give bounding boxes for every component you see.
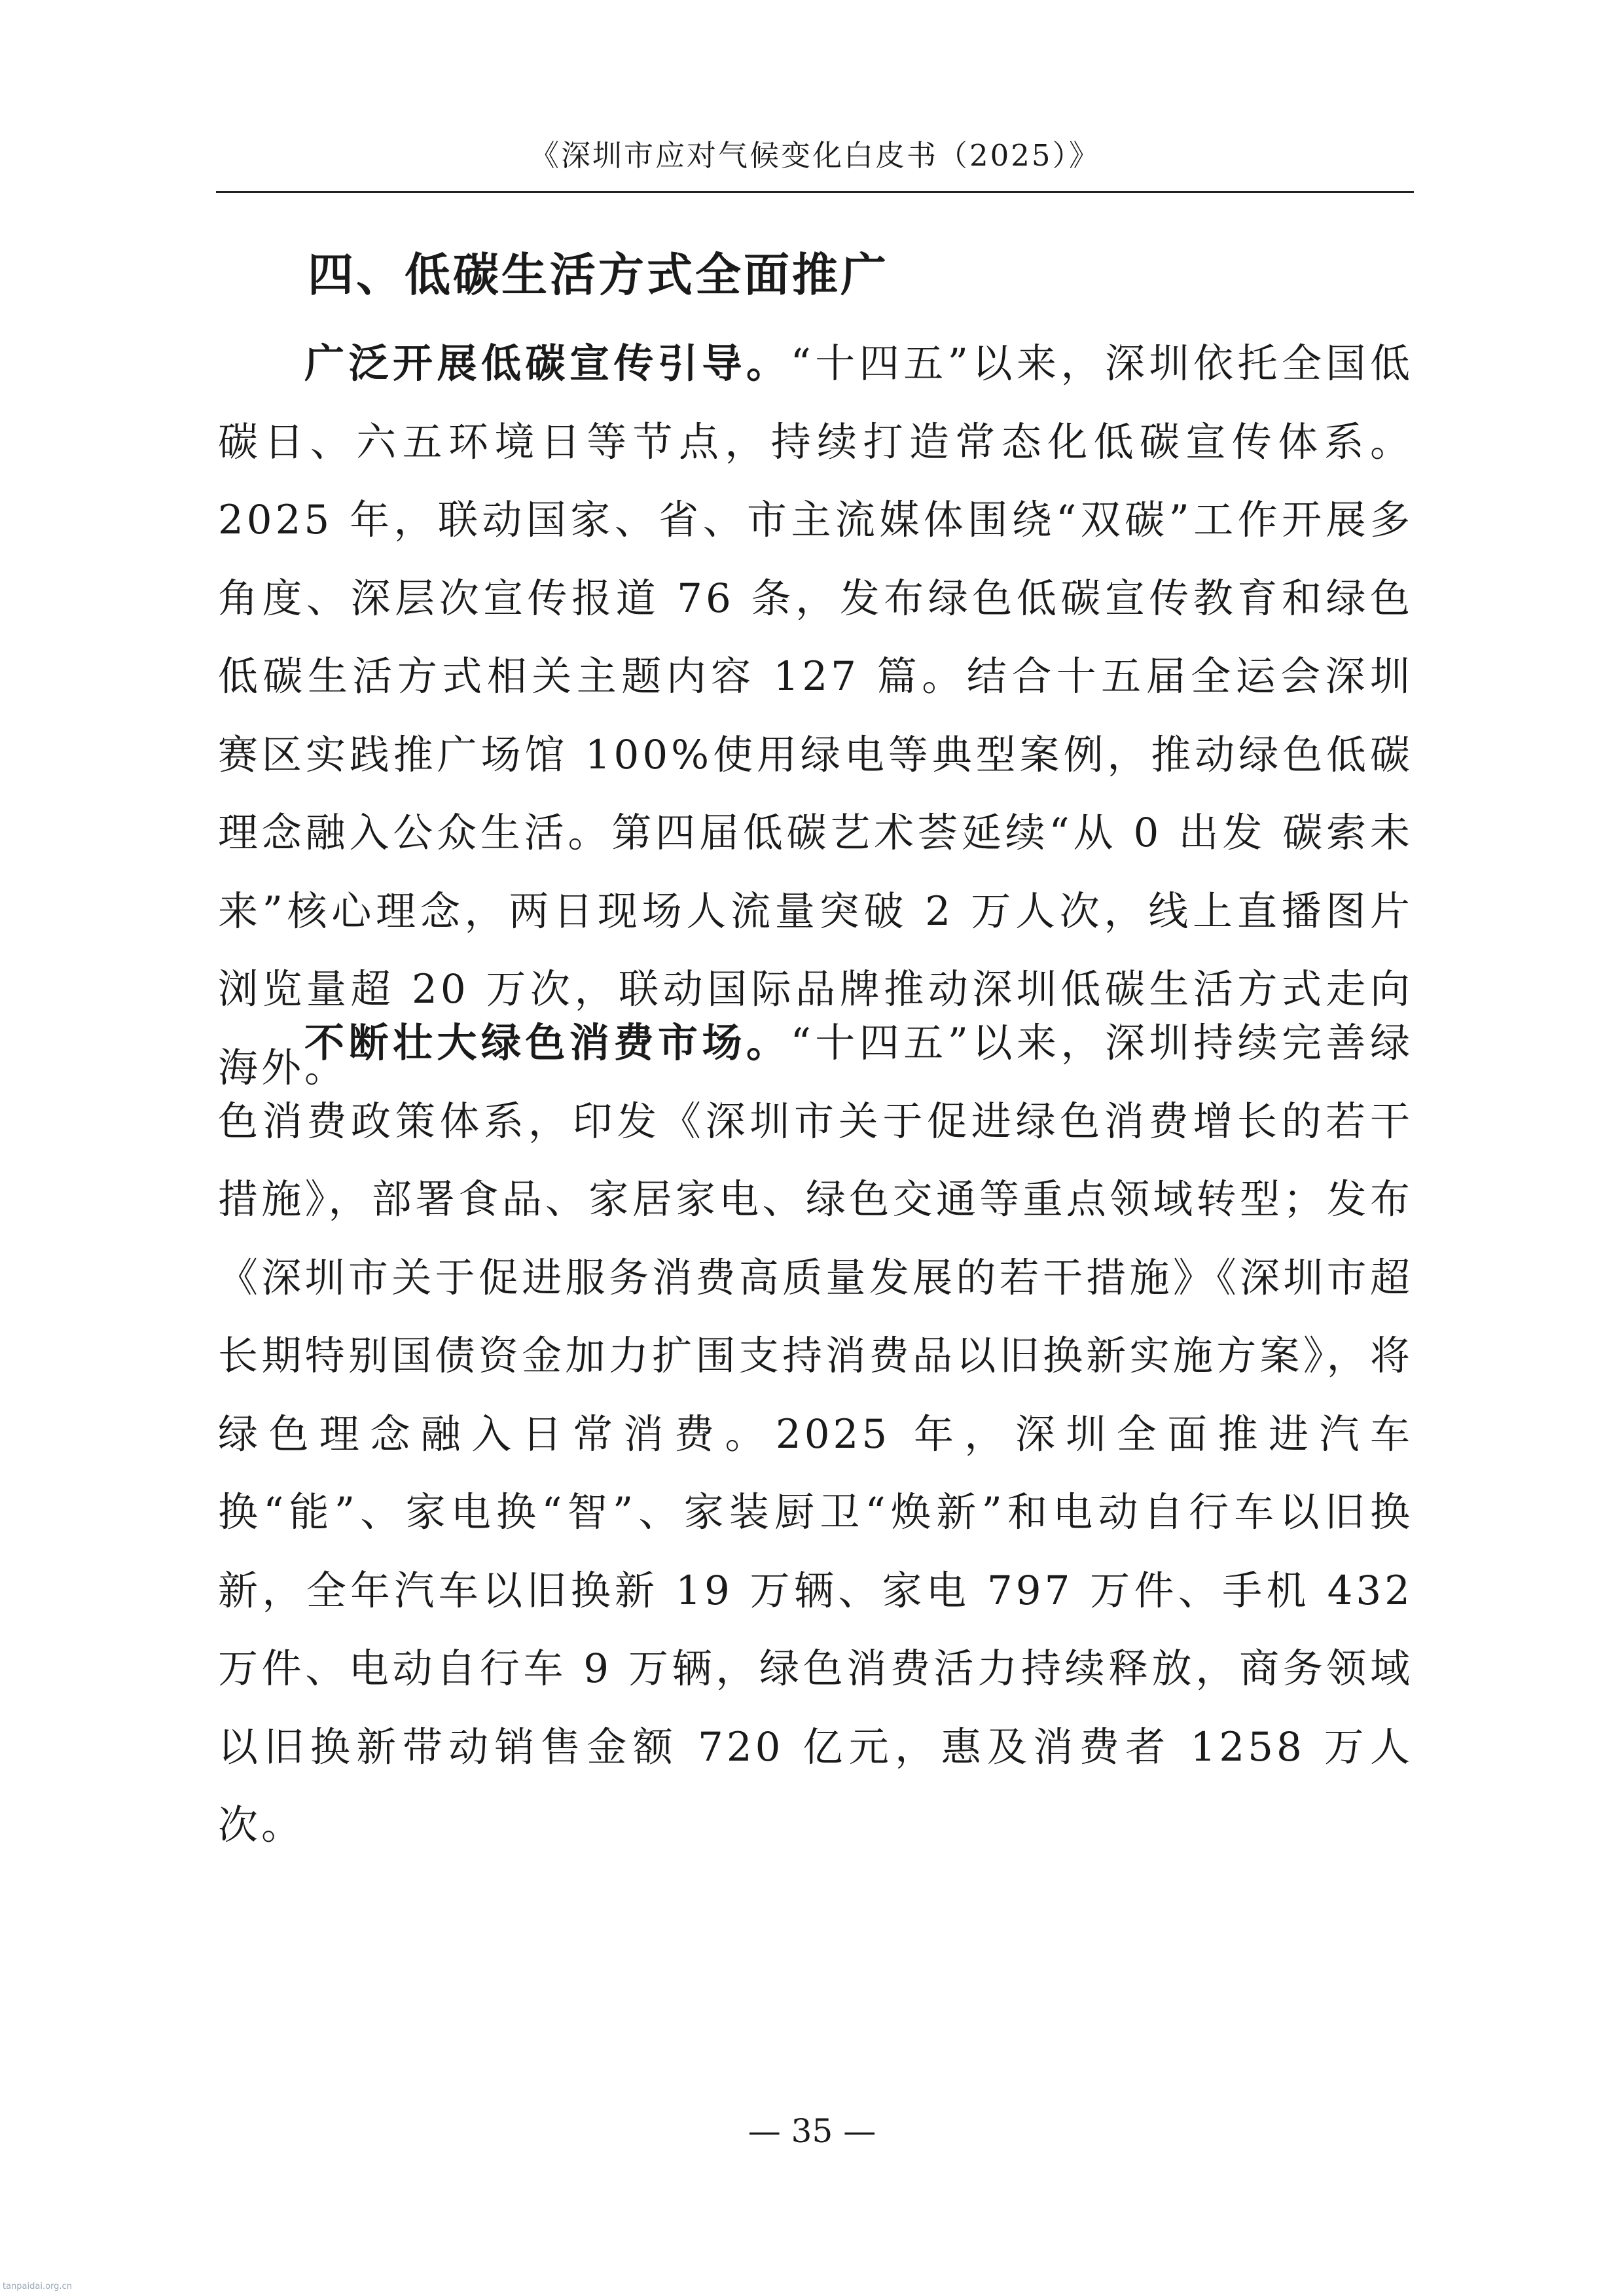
running-header-title: 《深圳市应对气候变化白皮书（2025）》 [529, 138, 1101, 173]
paragraph-green-consumption [218, 1004, 1413, 1865]
header-divider [216, 191, 1414, 193]
paragraph-text: “十四五”以来，深圳持续完善绿色消费政策体系，印发《深圳市关于促进绿色消费增长的若干措施》，部署食品、家居家电、绿色交通等重点领域转型；发布《深圳市关于促进服务消费高质量发展的若干措施》《深圳市超长期特别国债资金加力扩围支持消费品以旧换新实施方案》，将绿色理念融入日常消费。2025 年，深圳全面推进汽车换“能”、家电换“智”、家装厨卫“焕新”和电动自行车以旧换新，全年汽车以旧换新 19 万辆、家电 797 万件、手机 432 万件、电动自行车 9 万辆，绿色消费活力持续释放，商务领域以旧换新带动销售金额 720 亿元，惠及消费者 1258 万人次。 [218, 1020, 1413, 1848]
paragraph-text: “十四五”以来，深圳依托全国低碳日、六五环境日等节点，持续打造常态化低碳宣传体系。2025 年，联动国家、省、市主流媒体围绕“双碳”工作开展多角度、深层次宣传报道 76 条，发布绿色低碳宣传教育和绿色低碳生活方式相关主题内容 127 篇。结合十五届全运会深圳赛区实践推广场馆 100%使用绿电等典型案例，推动绿色低碳理念融入公众生活。第四届低碳艺术荟延续“从 0 出发 碳索未来”核心理念，两日现场人流量突破 2 万人次，线上直播图片浏览量超 20 万次，联动国际品牌推动深圳低碳生活方式走向海外。 [218, 340, 1413, 1091]
paragraph-lead: 广泛开展低碳宣传引导。 [304, 340, 791, 387]
source-watermark: tanpaidai.org.cn [3, 2282, 72, 2291]
paragraph-low-carbon-publicity [218, 325, 1413, 1107]
section-heading: 四、低碳生活方式全面推广 [308, 248, 889, 302]
page-number: — 35 — [748, 2112, 876, 2150]
paragraph-body [218, 325, 1413, 1107]
paragraph-body [218, 1004, 1413, 1865]
paragraph-lead: 不断壮大绿色消费市场。 [304, 1020, 791, 1066]
